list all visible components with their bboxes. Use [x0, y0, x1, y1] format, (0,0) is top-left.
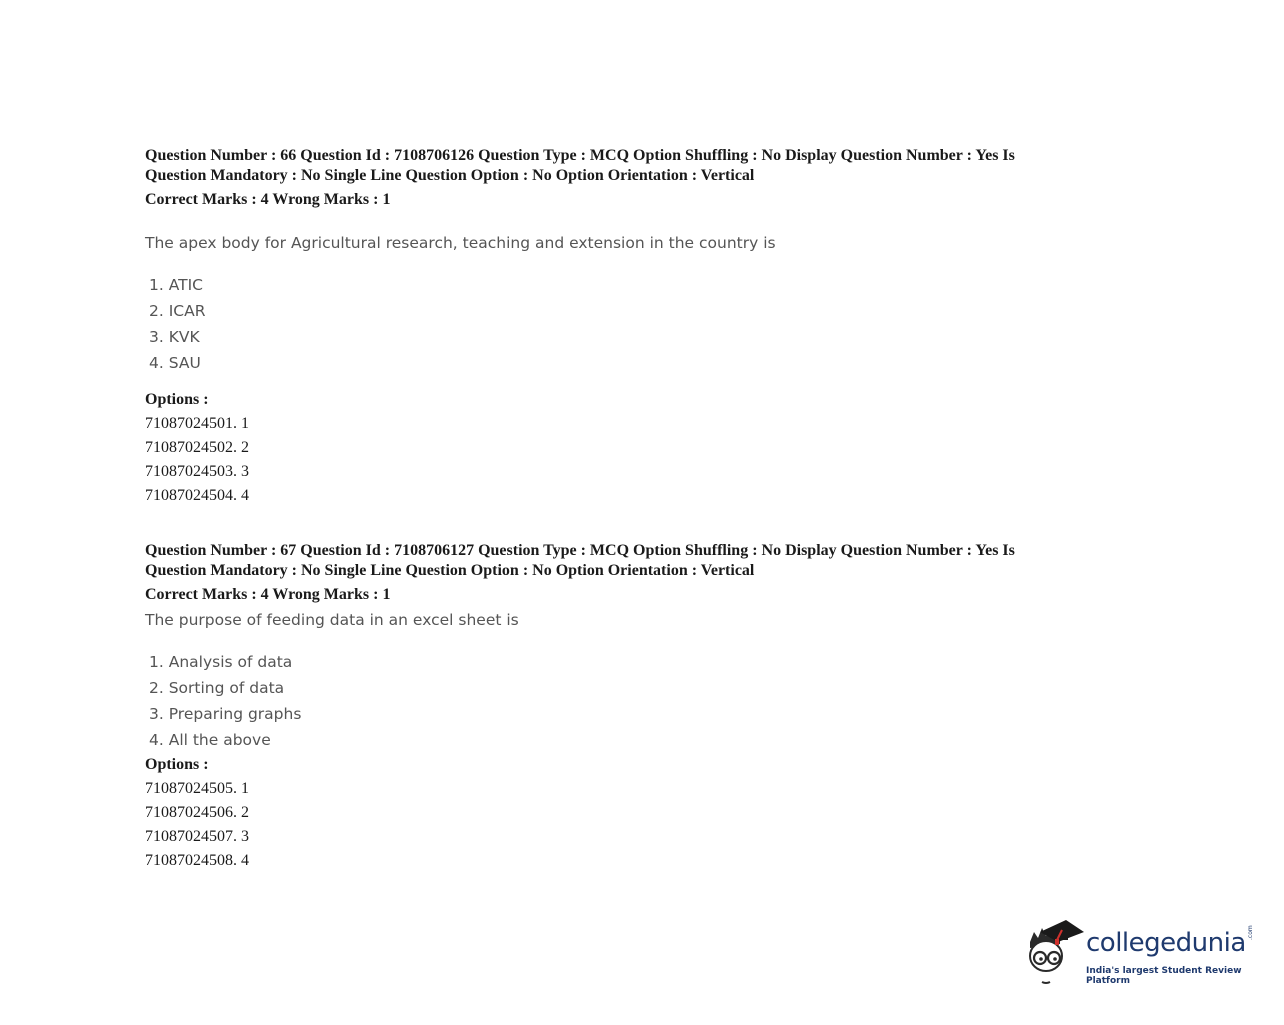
answer-choice: 3. KVK	[149, 328, 200, 346]
question-meta-line-2: Question Mandatory : No Single Line Question Option : No Option Orientation : Vertical	[145, 167, 755, 184]
question-meta-line-2: Question Mandatory : No Single Line Question Option : No Option Orientation : Vertical	[145, 562, 755, 579]
answer-choice: 2. ICAR	[149, 302, 206, 320]
answer-choices	[145, 649, 1105, 753]
answer-choice: 1. ATIC	[149, 276, 203, 294]
option-id-list	[145, 777, 1105, 873]
question-66	[145, 146, 1105, 508]
answer-choice: 1. Analysis of data	[149, 653, 293, 671]
answer-choice: 4. All the above	[149, 731, 271, 749]
answer-choice: 3. Preparing graphs	[149, 705, 302, 723]
question-text: The apex body for Agricultural research, teaching and extension in the country is	[145, 234, 776, 252]
question-67	[145, 541, 1105, 873]
option-id: 71087024504. 4	[145, 487, 249, 504]
options-heading: Options :	[145, 756, 209, 773]
logo-tagline: India's largest Student Review Platform	[1086, 966, 1242, 986]
option-id: 71087024508. 4	[145, 852, 249, 869]
mascot-graduation-cap-icon	[1024, 918, 1086, 988]
option-id: 71087024501. 1	[145, 415, 249, 432]
option-id: 71087024507. 3	[145, 828, 249, 845]
question-marks: Correct Marks : 4 Wrong Marks : 1	[145, 191, 391, 208]
options-heading: Options :	[145, 391, 209, 408]
collegedunia-logo	[1024, 918, 1264, 988]
option-id: 71087024506. 2	[145, 804, 249, 821]
option-id: 71087024505. 1	[145, 780, 249, 797]
answer-choices	[145, 272, 1105, 376]
logo-domain: .com	[1247, 925, 1254, 940]
option-id-list	[145, 412, 1105, 508]
answer-choice: 4. SAU	[149, 354, 201, 372]
option-id: 71087024502. 2	[145, 439, 249, 456]
question-meta-line-1: Question Number : 66 Question Id : 7108706126 Question Type : MCQ Option Shuffling : No Display Question Number : Yes Is	[145, 147, 1015, 164]
question-text: The purpose of feeding data in an excel sheet is	[145, 611, 519, 629]
logo-wordmark: collegedunia	[1086, 928, 1246, 958]
option-id: 71087024503. 3	[145, 463, 249, 480]
question-meta-line-1: Question Number : 67 Question Id : 7108706127 Question Type : MCQ Option Shuffling : No Display Question Number : Yes Is	[145, 542, 1015, 559]
question-marks: Correct Marks : 4 Wrong Marks : 1	[145, 586, 391, 603]
answer-choice: 2. Sorting of data	[149, 679, 285, 697]
